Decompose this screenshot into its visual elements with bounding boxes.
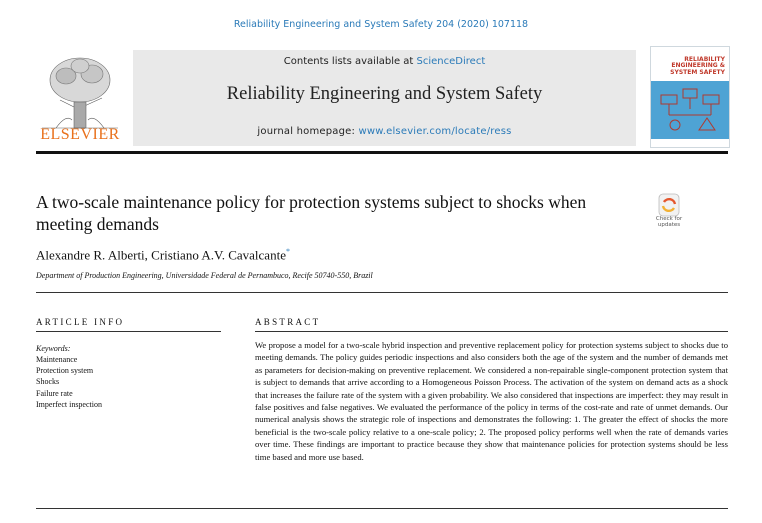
author-list bbox=[36, 247, 290, 263]
journal-banner bbox=[36, 44, 728, 148]
header-divider bbox=[36, 151, 728, 154]
journal-cover-thumbnail[interactable] bbox=[650, 46, 730, 148]
keyword-item: Shocks bbox=[36, 377, 60, 387]
check-updates-label: Check for updates bbox=[655, 216, 683, 228]
journal-homepage-link[interactable]: www.elsevier.com/locate/ress bbox=[358, 126, 512, 137]
article-info-rule bbox=[36, 331, 221, 332]
section-divider bbox=[36, 292, 728, 293]
abstract-rule bbox=[255, 331, 728, 332]
homepage-prefix: journal homepage: bbox=[257, 126, 359, 137]
journal-citation[interactable]: Reliability Engineering and System Safety 204 (2020) 107118 bbox=[233, 19, 529, 30]
keyword-item: Failure rate bbox=[36, 388, 73, 398]
homepage-line bbox=[133, 126, 636, 137]
journal-title[interactable]: Reliability Engineering and System Safety bbox=[226, 84, 543, 104]
sciencedirect-link[interactable]: ScienceDirect bbox=[416, 56, 486, 67]
check-for-updates-button[interactable] bbox=[648, 193, 690, 233]
keywords-label: Keywords: bbox=[36, 344, 71, 353]
check-updates-icon bbox=[648, 193, 690, 217]
cover-diagram-icon bbox=[651, 81, 729, 139]
cover-title: RELIABILITY ENGINEERING & SYSTEM SAFETY bbox=[670, 56, 725, 76]
abstract-body: We propose a model for a two-scale hybrid inspection and preventive replacement policy for protection systems subject to shocks due to meeting demands. The policy guides periodic inspections and also considers both the age of the system and the number of demands met as parameters for decision-making on preventive replacement. We considered a non-repairable single-component protection system that is subject to demands that arrive according to a Homogeneous Poisson Process. The activation of the system on demand acts as a shock that increases the failure rate of the system with a given probability. We also considered that inspections are imperfect: they may result in false positives and false negatives. We evaluated the performance of the policy in terms of the cost-rate and rate of unmet demands. Our numerical analysis shows the strategic role of inspections and demonstrates the following: 1. The greater the effect of shocks the more beneficial is the two-scale policy relative to a one-scale policy; 2. The proposed policy performs well when the rate of demands varies over time. These findings are important to practice because they show that maintenance policies for protection systems should be less time based and more use based. bbox=[255, 340, 728, 462]
corresponding-author-mark[interactable]: * bbox=[285, 247, 290, 256]
elsevier-wordmark[interactable]: ELSEVIER bbox=[40, 126, 120, 143]
contents-prefix: Contents lists available at bbox=[283, 56, 417, 67]
keywords-list bbox=[36, 354, 102, 410]
contents-line bbox=[133, 56, 636, 67]
keyword-item: Protection system bbox=[36, 366, 94, 376]
article-info-heading: ARTICLE INFO bbox=[36, 317, 125, 327]
author-affiliation: Department of Production Engineering, Universidade Federal de Pernambuco, Recife 50740-550, Brazil bbox=[36, 271, 373, 280]
authors-names[interactable]: Alexandre R. Alberti, Cristiano A.V. Cavalcante bbox=[36, 247, 286, 263]
paper-title: A two-scale maintenance policy for protection systems subject to shocks when meeting demands bbox=[36, 192, 587, 234]
abstract-bottom-rule bbox=[36, 508, 728, 509]
journal-info-box bbox=[133, 50, 636, 146]
keyword-item: Maintenance bbox=[36, 355, 78, 364]
keyword-item: Imperfect inspection bbox=[36, 399, 102, 409]
cover-graphic-band bbox=[651, 81, 729, 139]
abstract-heading: ABSTRACT bbox=[255, 317, 321, 327]
